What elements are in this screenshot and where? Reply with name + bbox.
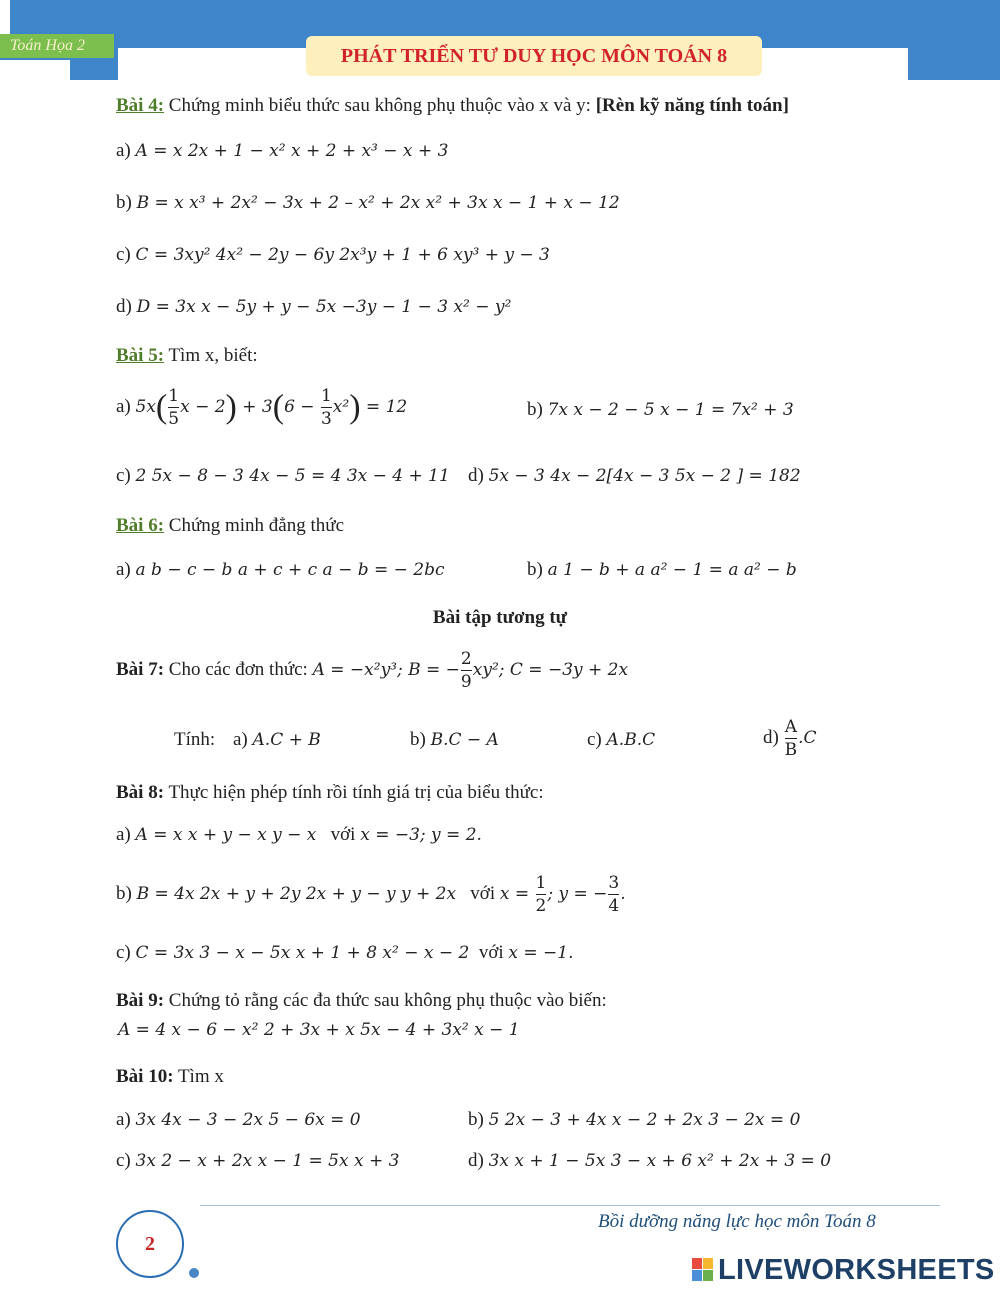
bai4-a bbox=[116, 140, 448, 162]
bai6-heading bbox=[116, 515, 344, 537]
bai8-c bbox=[116, 942, 574, 964]
bai9-heading bbox=[116, 990, 607, 1012]
bai6-a bbox=[116, 559, 445, 581]
paren-left: ( bbox=[272, 388, 285, 426]
bai10-a-expr: 3x 4x − 3 − 2x 5 − 6x = 0 bbox=[135, 1110, 361, 1130]
expr-part: xy²; C = −3y + 2x bbox=[472, 659, 629, 680]
bai7-a-expr: A.C + B bbox=[252, 730, 321, 750]
denominator: 4 bbox=[608, 896, 620, 916]
item-label: a) bbox=[116, 140, 136, 161]
numerator: 3 bbox=[608, 873, 620, 893]
footer-divider bbox=[200, 1205, 940, 1206]
bai5-d-expr: 5x − 3 4x − 2[4x − 3 5x − 2 ] = 182 bbox=[488, 466, 801, 486]
bai10-heading bbox=[116, 1066, 224, 1088]
fraction bbox=[608, 872, 619, 917]
expr-part: x = bbox=[499, 883, 535, 904]
bai7-b bbox=[410, 729, 499, 751]
numerator: 2 bbox=[460, 649, 472, 669]
bai9-text: Chứng tỏ rằng các đa thức sau không phụ thuộc vào biến: bbox=[164, 990, 607, 1011]
denominator: 2 bbox=[535, 896, 547, 916]
bai7-a bbox=[233, 729, 321, 751]
item-label: d) bbox=[468, 1150, 489, 1171]
paren-right: ) bbox=[225, 388, 237, 426]
bai4-heading bbox=[116, 95, 789, 117]
bai7-c-expr: A.B.C bbox=[606, 730, 656, 750]
bai10-b bbox=[468, 1109, 800, 1131]
bai10-label: Bài 10: bbox=[116, 1066, 174, 1087]
bai8-b-expr: B = 4x 2x + y + 2y 2x + y − y y + 2x bbox=[136, 883, 457, 904]
denominator: B bbox=[784, 740, 798, 760]
denominator: 9 bbox=[460, 672, 472, 692]
fraction bbox=[461, 648, 472, 693]
bai5-heading bbox=[116, 345, 258, 367]
bai9-label: Bài 9: bbox=[116, 990, 165, 1011]
bai4-b-expr: B = x x³ + 2x² − 3x + 2 – x² + 2x x² + 3x x − 1 + x − 12 bbox=[136, 193, 620, 213]
bai4-label: Bài 4: bbox=[116, 95, 165, 116]
item-label: b) bbox=[527, 559, 548, 580]
expr-part: + 3 bbox=[236, 396, 273, 417]
bai7-heading bbox=[116, 648, 628, 693]
bai4-c-expr: C = 3xy² 4x² − 2y − 6y 2x³y + 1 + 6 xy³ + y − 3 bbox=[135, 245, 550, 265]
bai8-c-expr: C = 3x 3 − x − 5x x + 1 + 8 x² − x − 2 bbox=[135, 943, 470, 963]
expr-part: . bbox=[620, 883, 626, 904]
expr-part: .C bbox=[798, 727, 817, 748]
similar-exercises-heading: Bài tập tương tự bbox=[432, 607, 568, 628]
expr-part: = 12 bbox=[360, 396, 408, 417]
bai8-label: Bài 8: bbox=[116, 782, 165, 803]
item-label: c) bbox=[116, 942, 136, 963]
bai5-b bbox=[527, 399, 794, 421]
bai7-label: Bài 7: bbox=[116, 658, 165, 680]
page-number: 2 bbox=[116, 1210, 184, 1278]
bai5-label: Bài 5: bbox=[116, 345, 165, 366]
header-tag: Toán Họa 2 bbox=[0, 34, 114, 58]
numerator: 1 bbox=[320, 386, 332, 406]
item-label: b) bbox=[116, 882, 137, 904]
item-label: a) bbox=[116, 824, 136, 845]
item-label: d) bbox=[763, 726, 784, 748]
fraction bbox=[168, 385, 179, 430]
bai10-d-expr: 3x x + 1 − 5x 3 − x + 6 x² + 2x + 3 = 0 bbox=[488, 1151, 832, 1171]
bai6-a-expr: a b − c − b a + c + c a − b = − 2bc bbox=[135, 560, 445, 580]
bai6-b bbox=[527, 559, 797, 581]
bai4-d-expr: D = 3x x − 5y + y − 5x −3y − 1 − 3 x² − y² bbox=[136, 297, 512, 317]
bai7-text: Cho các đơn thức: bbox=[164, 658, 313, 680]
bai6-text: Chứng minh đẳng thức bbox=[164, 515, 345, 536]
bai8-text: Thực hiện phép tính rồi tính giá trị của biểu thức: bbox=[164, 782, 544, 803]
item-label: a) bbox=[233, 729, 253, 750]
bai10-a bbox=[116, 1109, 361, 1131]
fraction bbox=[785, 716, 798, 761]
item-label: c) bbox=[116, 465, 136, 486]
bai5-a bbox=[116, 385, 407, 430]
expr-part: ; y = − bbox=[547, 883, 608, 904]
expr-part: x² bbox=[332, 396, 350, 417]
bai10-d bbox=[468, 1150, 831, 1172]
bai5-c bbox=[116, 465, 450, 487]
voi-text: với bbox=[456, 882, 500, 904]
fraction bbox=[321, 385, 332, 430]
item-label: a) bbox=[116, 559, 136, 580]
bai4-note: [Rèn kỹ năng tính toán] bbox=[595, 95, 789, 116]
liveworksheets-icon bbox=[692, 1258, 714, 1282]
bai8-heading bbox=[116, 782, 544, 804]
voi-text: với bbox=[316, 824, 361, 845]
bai8-a bbox=[116, 824, 482, 846]
bai7-tinh: Tính: bbox=[174, 729, 216, 750]
item-label: b) bbox=[468, 1109, 489, 1130]
bai5-c-expr: 2 5x − 8 − 3 4x − 5 = 4 3x − 4 + 11 bbox=[135, 466, 450, 486]
bai4-d bbox=[116, 296, 511, 318]
paren-right: ) bbox=[349, 388, 361, 426]
item-label: b) bbox=[116, 192, 137, 213]
bai8-a-expr: A = x x + y − x y − x bbox=[135, 825, 317, 845]
bai10-c bbox=[116, 1150, 399, 1172]
bai10-c-expr: 3x 2 − x + 2x x − 1 = 5x x + 3 bbox=[135, 1151, 400, 1171]
liveworksheets-brand: LIVEWORKSHEETS bbox=[718, 1254, 995, 1286]
item-label: b) bbox=[410, 729, 431, 750]
bai4-a-expr: A = x 2x + 1 − x² x + 2 + x³ − x + 3 bbox=[135, 141, 449, 161]
bai6-label: Bài 6: bbox=[116, 515, 165, 536]
expr-part: A = −x²y³; B = − bbox=[312, 659, 460, 680]
liveworksheets-logo[interactable] bbox=[692, 1254, 995, 1288]
bai8-b bbox=[116, 872, 626, 917]
numerator: A bbox=[784, 717, 797, 737]
bai6-b-expr: a 1 − b + a a² − 1 = a a² − b bbox=[547, 560, 797, 580]
bai7-c bbox=[587, 729, 655, 751]
bai8-a-cond: x = −3; y = 2. bbox=[360, 825, 482, 845]
item-label: d) bbox=[116, 296, 137, 317]
bai4-c bbox=[116, 244, 550, 266]
item-label: c) bbox=[116, 244, 136, 265]
bai4-b bbox=[116, 192, 620, 214]
bai5-text: Tìm x, biết: bbox=[164, 345, 258, 366]
bai5-d bbox=[468, 465, 801, 487]
denominator: 5 bbox=[168, 409, 180, 429]
bai10-text: Tìm x bbox=[173, 1066, 224, 1087]
fraction bbox=[536, 872, 547, 917]
bai9-expr bbox=[118, 1019, 520, 1041]
bai8-c-cond: x = −1. bbox=[508, 943, 574, 963]
footer-text: Bồi dưỡng năng lực học môn Toán 8 bbox=[598, 1211, 876, 1232]
bai9-polynomial: A = 4 x − 6 − x² 2 + 3x + x 5x − 4 + 3x² x − 1 bbox=[118, 1020, 520, 1040]
bai7-b-expr: B.C − A bbox=[430, 730, 499, 750]
item-label: b) bbox=[527, 399, 548, 420]
item-label: a) bbox=[116, 395, 136, 417]
numerator: 1 bbox=[535, 873, 547, 893]
bai4-text: Chứng minh biểu thức sau không phụ thuộc vào x và y: bbox=[164, 95, 596, 116]
item-label: a) bbox=[116, 1109, 136, 1130]
item-label: c) bbox=[587, 729, 607, 750]
page-title: PHÁT TRIỂN TƯ DUY HỌC MÔN TOÁN 8 bbox=[306, 36, 762, 76]
paren-left: ( bbox=[155, 388, 168, 426]
denominator: 3 bbox=[320, 409, 332, 429]
bai10-b-expr: 5 2x − 3 + 4x x − 2 + 2x 3 − 2x = 0 bbox=[488, 1110, 801, 1130]
numerator: 1 bbox=[168, 386, 180, 406]
voi-text: với bbox=[469, 942, 509, 963]
expr-part: 6 − bbox=[284, 396, 320, 417]
bai5-b-expr: 7x x − 2 − 5 x − 1 = 7x² + 3 bbox=[547, 400, 794, 420]
item-label: c) bbox=[116, 1150, 136, 1171]
decorative-dot bbox=[189, 1268, 199, 1278]
expr-part: x − 2 bbox=[180, 396, 226, 417]
bai7-d bbox=[763, 716, 817, 761]
expr-part: 5x bbox=[135, 396, 156, 417]
item-label: d) bbox=[468, 465, 489, 486]
